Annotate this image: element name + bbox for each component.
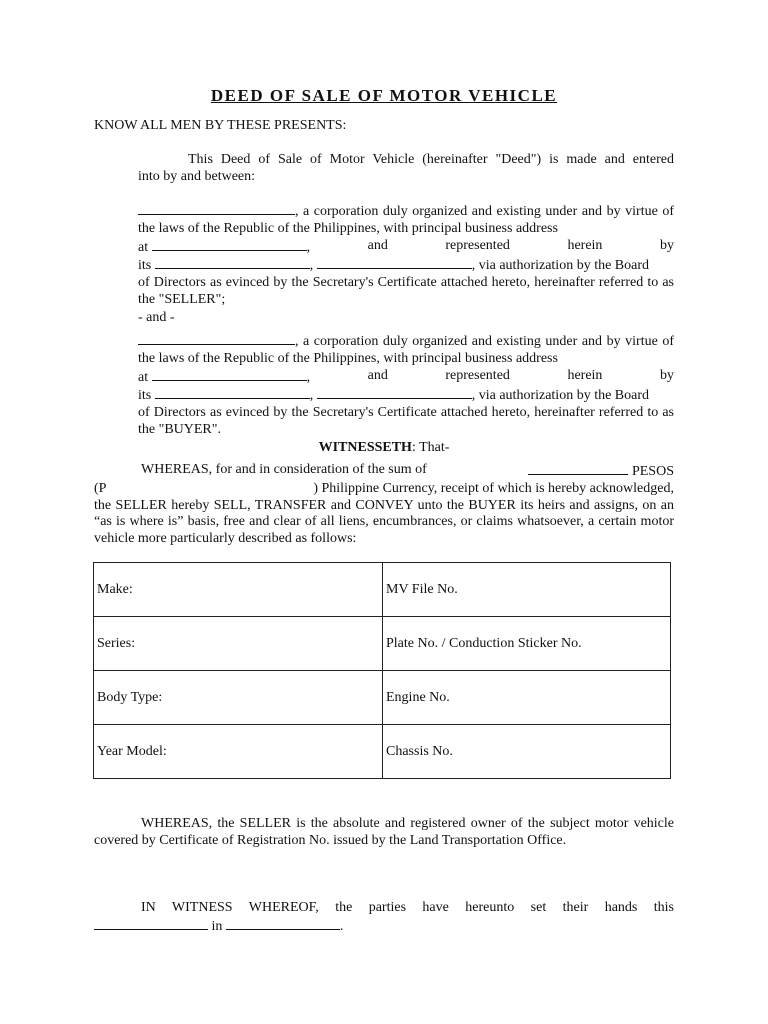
seller-rep-title-blank[interactable] [317,256,472,269]
price-words-blank[interactable] [528,462,628,475]
vehicle-field-label[interactable]: Year Model: [94,725,383,779]
seller-address-line [138,238,674,257]
vehicle-field-label[interactable]: Plate No. / Conduction Sticker No. [383,617,671,671]
seller-herein: herein [567,237,603,253]
buyer-comma: , [306,369,311,385]
vehicle-field-label[interactable]: Make: [94,563,383,617]
witnesseth-heading [0,440,768,456]
witness-whereof-line1: IN WITNESS WHEREOF, the parties have hereunto set their hands this [141,900,674,915]
buyer-rep-line: its , , via authorization by the Board [138,388,650,404]
buyer-herein: herein [567,367,603,383]
period: . [339,918,344,934]
buyer-its: its [138,388,152,404]
witnesseth-rest: : That- [411,440,450,455]
buyer-represented: represented [445,367,510,383]
seller-intro [138,202,674,238]
buyer-address-blank[interactable] [152,368,307,381]
witness-whereof [94,900,674,936]
buyer-name-blank[interactable] [138,332,295,345]
buyer-via: , via authorization by the Board [471,388,650,404]
whereas-consideration [94,462,674,548]
intro-paragraph [138,152,674,186]
document-title: DEED OF SALE OF MOTOR VEHICLE [210,86,558,105]
seller-text-1: , a corporation duly organized and existing under and by virtue of the laws of the Republic of the Philippines, with principal business address [138,204,674,236]
whereas1-lead: WHEREAS, for and in consideration of the sum of [141,462,427,477]
buyer-and: and [367,367,388,383]
whereas-ownership: WHEREAS, the SELLER is the absolute and registered owner of the subject motor vehicle covered by Certificate of Registration No. issued by the Land Transportation Office. [94,816,674,848]
seller-represented: represented [445,237,510,253]
vehicle-field-label[interactable]: MV File No. [383,563,671,617]
whereas1-line3: the SELLER hereby SELL, TRANSFER and CONVEY unto the BUYER its heirs and assigns, on an “as is where is” basis, free and clear of all liens, encumbrances, or claims whatsoever, a certain motor vehicle more particularly described as follows: [94,497,674,547]
seller-text-2: of Directors as evinced by the Secretary's Certificate attached hereto, hereinafter referred to as the "SELLER"; [138,275,674,307]
witness-whereof-line2 [94,917,674,936]
intro-line-1: This Deed of Sale of Motor Vehicle (hereinafter "Deed") is made and entered [188,152,674,167]
seller-at: at [138,239,149,255]
buyer-rep-name-blank[interactable] [155,386,310,399]
buyer-intro [138,332,674,368]
pesos-label: PESOS [631,464,674,479]
buyer-text-1: , a corporation duly organized and existing under and by virtue of the laws of the Republic of the Philippines, with principal business address [138,334,674,366]
opening-line: KNOW ALL MEN BY THESE PRESENTS: [94,118,347,133]
vehicle-table-row [94,617,671,671]
date-blank[interactable] [94,917,208,930]
buyer-at: at [138,369,149,385]
seller-via: , via authorization by the Board [471,258,650,274]
vehicle-field-label[interactable]: Series: [94,617,383,671]
seller-and: and [367,237,388,253]
price-figure-open: (P [94,480,107,496]
buyer-by: by [659,367,674,383]
seller-rep-line: its , , via authorization by the Board [138,258,650,274]
seller-its: its [138,258,152,274]
seller-paragraph [138,202,674,309]
seller-by: by [659,237,674,253]
vehicle-table-row [94,563,671,617]
seller-name-blank[interactable] [138,202,295,215]
witnesseth-bold: WITNESSETH [318,440,412,455]
vehicle-field-label[interactable]: Chassis No. [383,725,671,779]
whereas1-line2 [94,481,674,498]
vehicle-table-row [94,671,671,725]
seller-address-blank[interactable] [152,238,307,251]
intro-line-2: into by and between: [138,168,256,184]
buyer-rep-title-blank[interactable] [317,386,472,399]
buyer-paragraph [138,332,674,439]
in-word: in [211,918,223,934]
vehicle-field-label[interactable]: Engine No. [383,671,671,725]
buyer-address-line [138,368,674,387]
vehicle-field-label[interactable]: Body Type: [94,671,383,725]
whereas1-after-price: ) Philippine Currency, receipt of which is hereby acknowledged, [313,480,674,496]
and-separator: - and - [138,310,175,325]
seller-comma: , [306,239,311,255]
seller-rep-name-blank[interactable] [155,256,310,269]
place-blank[interactable] [226,917,340,930]
vehicle-details-table [93,562,671,779]
buyer-text-2: of Directors as evinced by the Secretary's Certificate attached hereto, hereinafter referred to as the "BUYER". [138,405,674,437]
vehicle-table-row [94,725,671,779]
whereas1-line1 [94,462,674,481]
